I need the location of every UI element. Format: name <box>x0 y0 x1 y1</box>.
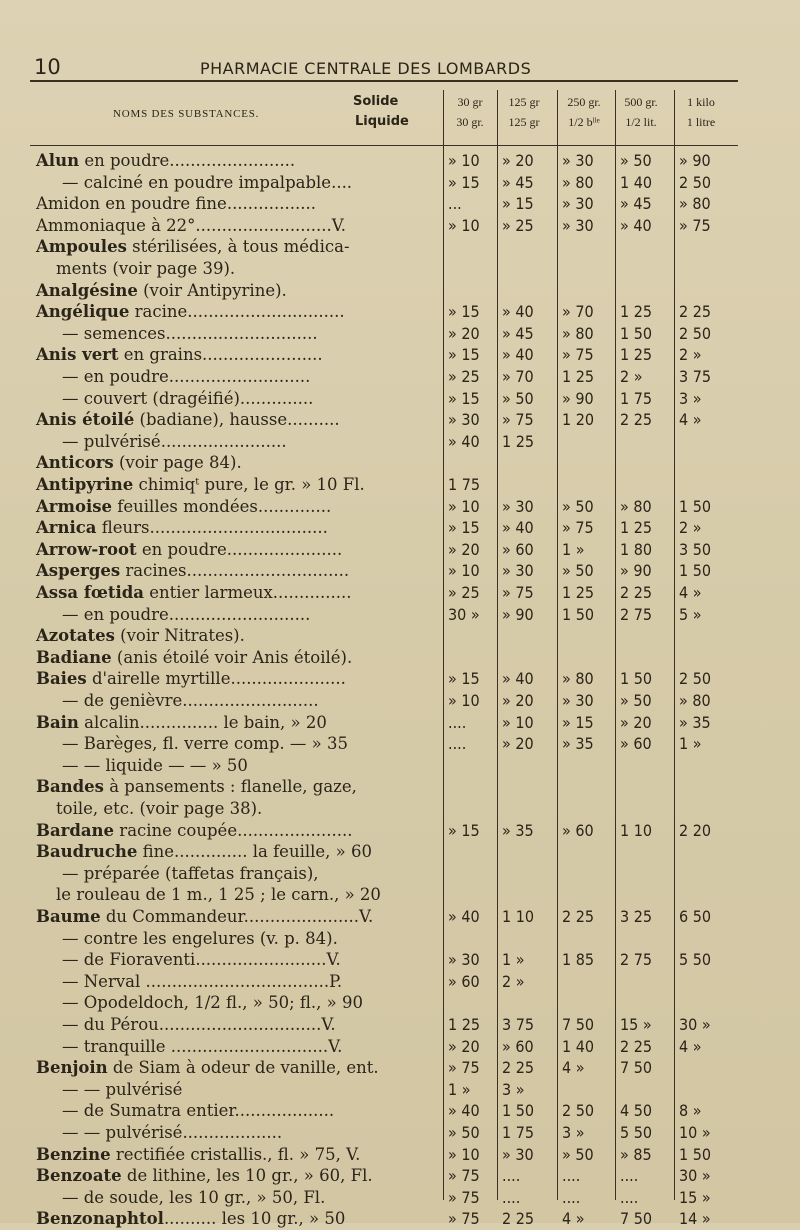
price-cell: » 10 <box>448 561 480 580</box>
substance-name: Angélique racine.............................. <box>36 302 345 321</box>
substance-name: Anis étoilé (badiane), hausse.......... <box>36 410 340 429</box>
price-cell: 2 25 <box>620 583 653 602</box>
price-cell: 2 » <box>620 367 643 386</box>
price-cell: 2 50 <box>679 669 712 688</box>
substance-name: Ammoniaque à 22°..........................V. <box>36 216 347 235</box>
price-cell: 2 » <box>502 972 525 991</box>
substance-name: — préparée (taffetas français), <box>62 864 319 883</box>
price-cell: » 45 <box>502 173 534 192</box>
column-rule <box>443 90 444 1200</box>
price-cell: 1 40 <box>562 1037 595 1056</box>
substance-name: — de Sumatra entier................... <box>62 1101 335 1120</box>
price-cell: 4 » <box>679 583 702 602</box>
substance-name: Benzoate de lithine, les 10 gr., » 60, Fl. <box>36 1166 373 1185</box>
price-cell: 3 » <box>502 1080 525 1099</box>
substance-name: — — pulvérisé................... <box>62 1123 283 1142</box>
price-cell: 1 10 <box>620 821 653 840</box>
price-cell: » 80 <box>620 497 652 516</box>
price-cell: 1 25 <box>620 518 653 537</box>
price-cell: 3 50 <box>679 540 712 559</box>
price-cell: ... <box>448 194 462 213</box>
column-header-250g-liquid: 1/2 bˡˡᵉ <box>568 115 600 129</box>
substance-name: — Nerval ...................................P. <box>62 972 343 991</box>
price-cell: » 10 <box>448 691 480 710</box>
price-cell: » 80 <box>562 669 594 688</box>
price-cell: » 35 <box>562 734 594 753</box>
price-cell: » 30 <box>562 691 594 710</box>
substance-name: toile, etc. (voir page 38). <box>56 799 263 818</box>
price-cell: » 60 <box>620 734 652 753</box>
price-cell: » 20 <box>502 151 534 170</box>
price-cell: 5 50 <box>620 1123 653 1142</box>
price-cell: 5 50 <box>679 950 712 969</box>
substance-name: — pulvérisé........................ <box>62 432 287 451</box>
price-cell: » 60 <box>448 972 480 991</box>
column-header-125g <box>498 92 550 132</box>
price-cell: 30 » <box>679 1166 711 1185</box>
price-cell: » 15 <box>448 302 480 321</box>
price-cell: » 60 <box>562 821 594 840</box>
price-cell: 1 25 <box>620 345 653 364</box>
price-cell: » 75 <box>448 1209 480 1228</box>
price-cell: 4 » <box>562 1058 585 1077</box>
column-header-30g <box>444 92 496 132</box>
price-cell: » 75 <box>448 1058 480 1077</box>
substance-name: — tranquille ..............................V. <box>62 1037 343 1056</box>
price-cell: » 70 <box>502 367 534 386</box>
price-cell: » 20 <box>448 1037 480 1056</box>
price-cell: » 40 <box>448 907 480 926</box>
price-cell: 1 » <box>502 950 525 969</box>
price-cell: 1 » <box>448 1080 471 1099</box>
price-cell: 10 » <box>679 1123 711 1142</box>
price-cell: » 10 <box>502 713 534 732</box>
substance-name: — — liquide — — » 50 <box>62 756 248 775</box>
price-cell: » 10 <box>448 216 480 235</box>
price-cell: 7 50 <box>620 1058 653 1077</box>
price-cell: » 15 <box>448 173 480 192</box>
price-cell: 2 25 <box>620 1037 653 1056</box>
substance-name: Ampoules stérilisées, à tous médica- <box>36 237 350 256</box>
price-cell: » 20 <box>502 691 534 710</box>
price-cell: 2 20 <box>679 821 712 840</box>
substance-name: Bardane racine coupée...................... <box>36 821 353 840</box>
price-cell: » 50 <box>562 497 594 516</box>
price-cell: » 90 <box>502 605 534 624</box>
price-cell: » 10 <box>448 1145 480 1164</box>
price-cell: » 20 <box>620 713 652 732</box>
substance-name: — de Fioraventi.........................V. <box>62 950 341 969</box>
substance-name: Baume du Commandeur......................V. <box>36 907 374 926</box>
price-cell: 3 25 <box>620 907 653 926</box>
price-cell: 2 » <box>679 345 702 364</box>
price-cell: 30 » <box>679 1015 711 1034</box>
substance-name: Amidon en poudre fine................. <box>36 194 316 213</box>
price-cell: 1 50 <box>620 324 653 343</box>
column-rule <box>497 90 498 1200</box>
price-cell: » 60 <box>502 1037 534 1056</box>
price-cell: » 20 <box>502 734 534 753</box>
substance-name: Bandes à pansements : flanelle, gaze, <box>36 777 357 796</box>
price-cell: 1 85 <box>562 950 595 969</box>
price-cell: 2 75 <box>620 950 653 969</box>
substance-name: Bain alcalin............... le bain, » 20 <box>36 713 327 732</box>
price-cell: » 40 <box>502 518 534 537</box>
price-cell: » 45 <box>620 194 652 213</box>
substance-name: Benzonaphtol.......... les 10 gr., » 50 <box>36 1209 346 1228</box>
price-cell: » 75 <box>502 583 534 602</box>
price-cell: 2 75 <box>620 605 653 624</box>
price-cell: » 40 <box>502 345 534 364</box>
price-cell: » 25 <box>448 367 480 386</box>
substance-name: — de soude, les 10 gr., » 50, Fl. <box>62 1188 326 1207</box>
price-cell: » 30 <box>502 1145 534 1164</box>
substance-name: Anticors (voir page 84). <box>36 453 242 472</box>
price-cell: » 50 <box>620 691 652 710</box>
substance-name: Analgésine (voir Antipyrine). <box>36 281 287 300</box>
price-cell: » 80 <box>679 194 711 213</box>
price-cell: » 10 <box>448 497 480 516</box>
price-cell: » 70 <box>562 302 594 321</box>
column-header-30g-solid: 30 gr <box>457 95 483 109</box>
price-cell: 4 » <box>562 1209 585 1228</box>
price-cell: 1 40 <box>620 173 653 192</box>
price-cell: » 90 <box>679 151 711 170</box>
price-cell: » 30 <box>448 950 480 969</box>
column-rule <box>615 90 616 1200</box>
price-cell: .... <box>448 713 467 732</box>
price-cell: » 30 <box>448 410 480 429</box>
substance-name: Armoise feuilles mondées.............. <box>36 497 332 516</box>
price-cell: » 40 <box>448 1101 480 1120</box>
price-cell: » 15 <box>448 345 480 364</box>
price-cell: 3 75 <box>679 367 712 386</box>
substance-name: Benjoin de Siam à odeur de vanille, ent. <box>36 1058 379 1077</box>
price-cell: 4 50 <box>620 1101 653 1120</box>
price-cell: 6 50 <box>679 907 712 926</box>
substance-name: — contre les engelures (v. p. 84). <box>62 929 338 948</box>
price-cell: 1 50 <box>679 561 712 580</box>
price-cell: » 75 <box>448 1166 480 1185</box>
substance-name: — couvert (dragéifié).............. <box>62 389 314 408</box>
substance-name: — en poudre........................... <box>62 367 311 386</box>
price-cell: 1 10 <box>502 907 535 926</box>
price-cell: » 15 <box>448 669 480 688</box>
price-cell: » 75 <box>679 216 711 235</box>
column-header <box>30 86 740 142</box>
substance-name: — calciné en poudre impalpable.... <box>62 173 353 192</box>
price-cell: 1 25 <box>448 1015 481 1034</box>
substance-name: Assa fœtida entier larmeux............... <box>36 583 352 602</box>
price-cell: 1 50 <box>502 1101 535 1120</box>
header-rule <box>30 80 738 82</box>
price-cell: 2 25 <box>502 1209 535 1228</box>
price-cell: » 20 <box>448 324 480 343</box>
substance-name: Antipyrine chimiqᵗ pure, le gr. » 10 Fl. <box>36 475 365 494</box>
price-cell: » 40 <box>620 216 652 235</box>
price-cell: 1 » <box>562 540 585 559</box>
column-header-solide: Solide <box>353 94 399 109</box>
price-cell: 2 25 <box>620 410 653 429</box>
price-cell: 1 80 <box>620 540 653 559</box>
price-cell: » 15 <box>562 713 594 732</box>
column-rule <box>674 90 675 1200</box>
price-cell: 1 » <box>679 734 702 753</box>
price-cell: » 40 <box>448 432 480 451</box>
price-cell: » 85 <box>620 1145 652 1164</box>
price-cell: » 30 <box>562 151 594 170</box>
price-cell: 4 » <box>679 1037 702 1056</box>
substance-name: Arnica fleurs.................................. <box>36 518 328 537</box>
column-header-250g <box>558 92 610 132</box>
substance-name: — en poudre........................... <box>62 605 311 624</box>
price-cell: 2 25 <box>679 302 712 321</box>
price-cell: 15 » <box>620 1015 652 1034</box>
column-header-250g-solid: 250 gr. <box>567 95 601 109</box>
price-cell: » 45 <box>502 324 534 343</box>
price-cell: 2 25 <box>562 907 595 926</box>
column-header-30g-liquid: 30 gr. <box>456 115 484 129</box>
price-cell: 2 25 <box>502 1058 535 1077</box>
price-cell: » 35 <box>502 821 534 840</box>
price-cell: » 50 <box>562 1145 594 1164</box>
price-cell: » 15 <box>448 389 480 408</box>
column-header-1kg <box>675 92 727 132</box>
substance-name: Baudruche fine.............. la feuille, » 60 <box>36 842 372 861</box>
price-cell: » 40 <box>502 302 534 321</box>
price-cell: » 25 <box>502 216 534 235</box>
price-cell: 1 75 <box>448 475 481 494</box>
price-cell: » 90 <box>562 389 594 408</box>
column-header-rule <box>30 145 738 146</box>
column-header-1kg-liquid: 1 litre <box>686 115 716 129</box>
substance-name: — de genièvre.......................... <box>62 691 319 710</box>
price-cell: » 40 <box>502 669 534 688</box>
price-cell: 1 20 <box>562 410 595 429</box>
price-cell: .... <box>502 1166 521 1185</box>
price-cell: » 20 <box>448 540 480 559</box>
substance-name: — semences............................. <box>62 324 318 343</box>
price-cell: .... <box>562 1188 581 1207</box>
price-cell: » 80 <box>562 173 594 192</box>
price-cell: 30 » <box>448 605 480 624</box>
substance-name: Azotates (voir Nitrates). <box>36 626 245 645</box>
price-cell: » 75 <box>448 1188 480 1207</box>
running-head <box>30 55 746 81</box>
column-header-1kg-solid: 1 kilo <box>687 95 715 109</box>
substance-name: Benzine rectifiée cristallis., fl. » 75, V. <box>36 1145 361 1164</box>
price-cell: .... <box>562 1166 581 1185</box>
substance-name: — du Pérou...............................V. <box>62 1015 336 1034</box>
column-header-500g-solid: 500 gr. <box>624 95 658 109</box>
price-cell: 1 75 <box>620 389 653 408</box>
substance-name: — Barèges, fl. verre comp. — » 35 <box>62 734 348 753</box>
price-cell: 2 » <box>679 518 702 537</box>
price-cell: » 50 <box>502 389 534 408</box>
price-cell: » 25 <box>448 583 480 602</box>
substance-name: le rouleau de 1 m., 1 25 ; le carn., » 20 <box>56 885 381 904</box>
substance-name: — — pulvérisé <box>62 1080 183 1099</box>
price-cell: » 15 <box>448 821 480 840</box>
substance-name: Asperges racines............................... <box>36 561 350 580</box>
price-cell: 1 50 <box>679 497 712 516</box>
price-cell: 14 » <box>679 1209 711 1228</box>
price-cell: 1 25 <box>562 367 595 386</box>
price-cell: » 90 <box>620 561 652 580</box>
column-header-125g-solid: 125 gr <box>508 95 540 109</box>
price-cell: 1 25 <box>562 583 595 602</box>
price-cell: » 50 <box>620 151 652 170</box>
price-cell: 1 75 <box>502 1123 535 1142</box>
substance-name: Arrow-root en poudre...................... <box>36 540 343 559</box>
price-cell: 7 50 <box>620 1209 653 1228</box>
substance-name: Alun en poudre........................ <box>36 151 296 170</box>
price-cell: 3 75 <box>502 1015 535 1034</box>
price-cell: » 30 <box>562 194 594 213</box>
price-cell: » 30 <box>502 497 534 516</box>
price-cell: » 50 <box>562 561 594 580</box>
price-cell: 1 50 <box>620 669 653 688</box>
price-cell: 3 » <box>679 389 702 408</box>
substance-name: Anis vert en grains....................... <box>36 345 323 364</box>
price-cell: » 30 <box>502 561 534 580</box>
price-cell: .... <box>448 734 467 753</box>
price-cell: » 35 <box>679 713 711 732</box>
price-cell: .... <box>620 1166 639 1185</box>
price-cell: » 15 <box>502 194 534 213</box>
page-number: 10 <box>34 55 61 79</box>
price-cell: 1 50 <box>679 1145 712 1164</box>
price-cell: 2 50 <box>679 324 712 343</box>
substance-name: — Opodeldoch, 1/2 fl., » 50; fl., » 90 <box>62 993 363 1012</box>
price-cell: » 80 <box>679 691 711 710</box>
price-cell: 7 50 <box>562 1015 595 1034</box>
price-cell: 4 » <box>679 410 702 429</box>
price-cell: » 15 <box>448 518 480 537</box>
column-header-500g-liquid: 1/2 lit. <box>625 115 657 129</box>
column-header-liquide: Liquide <box>355 114 409 129</box>
price-cell: » 75 <box>562 345 594 364</box>
price-cell: 2 50 <box>679 173 712 192</box>
price-cell: » 10 <box>448 151 480 170</box>
price-cell: 1 25 <box>502 432 535 451</box>
column-header-500g <box>615 92 667 132</box>
price-cell: » 50 <box>448 1123 480 1142</box>
price-cell: 3 » <box>562 1123 585 1142</box>
price-cell: 2 50 <box>562 1101 595 1120</box>
substance-name: Baies d'airelle myrtille...................... <box>36 669 346 688</box>
substance-name: ments (voir page 39). <box>56 259 236 278</box>
price-cell: 8 » <box>679 1101 702 1120</box>
price-cell: » 75 <box>562 518 594 537</box>
substance-name: Badiane (anis étoilé voir Anis étoilé). <box>36 648 353 667</box>
price-cell: » 30 <box>562 216 594 235</box>
price-cell: 1 50 <box>562 605 595 624</box>
price-cell: 5 » <box>679 605 702 624</box>
price-cell: 1 25 <box>620 302 653 321</box>
column-rule <box>557 90 558 1200</box>
price-cell: » 75 <box>502 410 534 429</box>
price-cell: » 80 <box>562 324 594 343</box>
price-cell: .... <box>620 1188 639 1207</box>
column-header-names: NOMS DES SUBSTANCES. <box>113 108 260 120</box>
price-cell: 15 » <box>679 1188 711 1207</box>
price-cell: .... <box>502 1188 521 1207</box>
running-title: PHARMACIE CENTRALE DES LOMBARDS <box>200 59 532 78</box>
column-header-125g-liquid: 125 gr <box>508 115 540 129</box>
price-cell: » 60 <box>502 540 534 559</box>
